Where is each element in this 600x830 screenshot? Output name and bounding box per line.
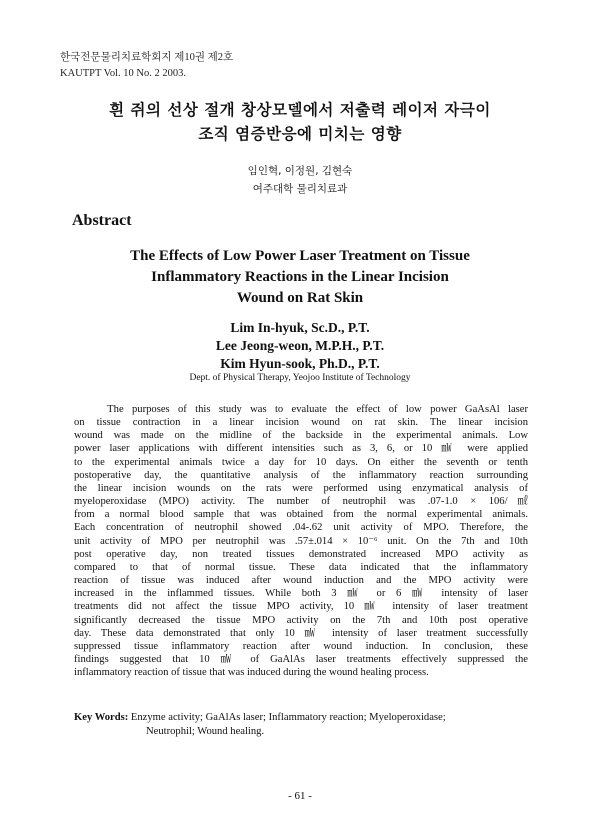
author-3: Kim Hyun-sook, Ph.D., P.T. [220,356,380,371]
abstract-line: to the experimental animals twice a day for 10 days. On either the seventh or tenth [74,456,528,468]
journal-name-korean: 한국전문물리치료학회지 제10권 제2호 [60,52,234,63]
english-title [0,246,600,309]
abstract-heading: Abstract [72,212,132,229]
page-number: - 61 - [288,790,312,802]
english-title-line-3: Wound on Rat Skin [236,290,364,306]
abstract-line: The purposes of this study was to evaluate the effect of low power GaAsAl laser [74,404,528,415]
abstract-line: power laser applications with different intensities such as 3, 6, or 10 ㎽ were applied [74,443,528,455]
journal-header [60,50,233,82]
abstract-line: Each concentration of neutrophil showed .04-.62 unit activity of MPO. Therefore, the [74,522,528,534]
keywords-line-2: Neutrophil; Wound healing. [146,726,265,737]
author-1: Lim In-hyuk, Sc.D., P.T. [230,320,370,335]
keywords-block [74,711,536,739]
korean-title [0,98,600,146]
keywords-line-1: Enzyme activity; GaAlAs laser; Inflammatory reaction; Myeloperoxidase; [130,712,446,723]
abstract-line: post operative day, non treated tissues demonstrated increased MPO activity as [74,548,528,560]
abstract-line: inflammatory reaction of tissue that was induced during the wound healing process. [74,667,429,679]
abstract-line: significantly decreased the tissue MPO activity on the 7th and 10th post operative [74,614,528,626]
journal-volume-info: KAUTPT Vol. 10 No. 2 2003. [60,68,187,79]
korean-affiliation: 여주대학 물리치료과 [252,183,348,195]
abstract-line: from a normal blood sample that was obtained from the normal experimental animals. [74,509,528,521]
abstract-line: on tissue contraction in a linear incision wound on rat skin. The linear incision [74,417,528,429]
keywords-label: Key Words: [74,712,129,723]
abstract-line: unit activity of MPO per neutrophil was .57±.014 × 10⁻⁶ unit. On the 7th and 10th [74,535,528,547]
abstract-line: increased in the inflammed tissues. While both 3 ㎽ or 6 ㎽ intensity of laser [74,588,528,600]
korean-title-line-2: 조직 염증반응에 미치는 영향 [198,125,402,143]
korean-title-line-1: 흰 쥐의 선상 절개 창상모델에서 저출력 레이저 자극이 [109,101,491,119]
author-2: Lee Jeong-weon, M.P.H., P.T. [215,338,385,353]
abstract-line: compared to that of normal tissue. These data indicated that the inflammatory [74,561,528,573]
abstract-line: wound was made on the midline of the backside in the experimental animals. Low [74,430,528,442]
abstract-body [74,403,528,679]
english-title-line-2: Inflammatory Reactions in the Linear Incision [151,269,449,285]
abstract-line: the linear incision wounds on the rats were performed using enzymatical analysis of [74,482,528,494]
english-affiliation: Dept. of Physical Therapy, Yeojoo Institute of Technology [189,373,411,383]
abstract-line: treatments did not affect the tissue MPO activity, 10 ㎽ intensity of laser treatment [74,601,528,613]
abstract-line: findings suggested that 10 ㎽ of GaAlAs laser treatments effectively suppressed the [74,653,528,665]
abstract-line: reaction of tissue was induced after wound induction and the MPO activity were [74,575,528,587]
korean-author-names: 임인혁, 이정원, 김현숙 [247,165,353,177]
korean-authors-block [0,162,600,198]
abstract-line: myeloperoxidase (MPO) activity. The number of neutrophil was .07-1.0 × 106/㎖ [74,496,528,508]
english-authors [0,319,600,373]
abstract-line: suppressed tissue inflammatory reaction after wound induction. In conclusion, these [74,640,528,652]
english-title-line-1: The Effects of Low Power Laser Treatment on Tissue [130,248,470,264]
abstract-line: postoperative day, the quantitative analysis of the inflammatory reaction surrounding [74,469,528,481]
abstract-line: day. These data demonstrated that only 10 ㎽ intensity of laser treatment successfully [74,627,528,639]
